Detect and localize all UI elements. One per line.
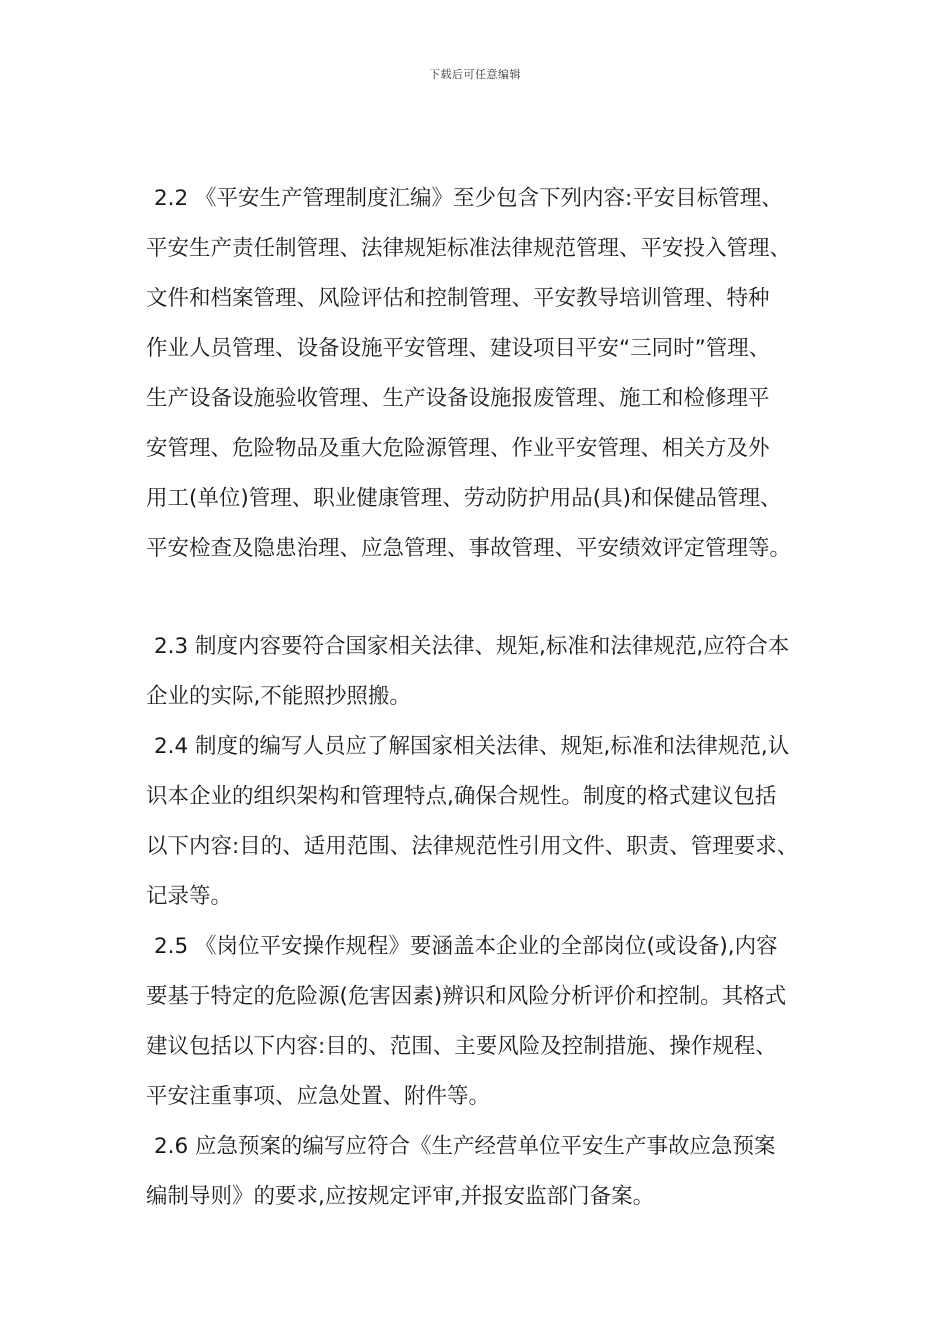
text-line: 建议包括以下内容:目的、范围、主要风险及控制措施、操作规程、 (146, 1034, 777, 1059)
paragraph-2-4 (146, 722, 826, 922)
text-line: 文件和档案管理、风险评估和控制管理、平安教导培训管理、特种 (146, 286, 770, 311)
text-line: 平安生产责任制管理、法律规矩标准法律规范管理、平安投入管理、 (146, 236, 792, 261)
paragraph-2-3 (146, 622, 826, 722)
paragraph-2-6 (146, 1122, 826, 1222)
text-line: 2.2 《平安生产管理制度汇编》至少包含下列内容:平安目标管理、 (154, 186, 783, 211)
page-header: 下载后可任意编辑 (429, 68, 521, 81)
paragraph-spacer (146, 574, 826, 622)
text-line: 编制导则》的要求,应按规定评审,并报安监部门备案。 (146, 1184, 655, 1209)
text-line: 生产设备设施验收管理、生产设备设施报废管理、施工和检修理平 (146, 386, 770, 411)
paragraph-2-5 (146, 922, 826, 1122)
text-line: 识本企业的组织架构和管理特点,确保合规性。制度的格式建议包括 (146, 784, 777, 809)
text-line: 平安注重事项、应急处置、附件等。 (146, 1084, 491, 1109)
paragraph-2-2 (146, 174, 826, 574)
text-line: 2.6 应急预案的编写应符合《生产经营单位平安生产事故应急预案 (154, 1134, 776, 1159)
text-line: 平安检查及隐患治理、应急管理、事故管理、平安绩效评定管理等。 (146, 536, 792, 561)
text-line: 企业的实际,不能照抄照搬。 (146, 684, 411, 709)
document-body (146, 174, 826, 1222)
text-line: 2.5 《岗位平安操作规程》要涵盖本企业的全部岗位(或设备),内容 (154, 934, 778, 959)
text-line: 作业人员管理、设备设施平安管理、建设项目平安“三同时”管理、 (146, 336, 771, 361)
text-line: 以下内容:目的、适用范围、法律规范性引用文件、职责、管理要求、 (146, 834, 799, 859)
text-line: 2.3 制度内容要符合国家相关法律、规矩,标准和法律规范,应符合本 (154, 634, 790, 659)
text-line: 要基于特定的危险源(危害因素)辨识和风险分析评价和控制。其格式 (146, 984, 787, 1009)
text-line: 安管理、危险物品及重大危险源管理、作业平安管理、相关方及外 (146, 436, 770, 461)
text-line: 2.4 制度的编写人员应了解国家相关法律、规矩,标准和法律规范,认 (154, 734, 790, 759)
text-line: 记录等。 (146, 884, 233, 909)
text-line: 用工(单位)管理、职业健康管理、劳动防护用品(具)和保健品管理、 (146, 486, 782, 511)
